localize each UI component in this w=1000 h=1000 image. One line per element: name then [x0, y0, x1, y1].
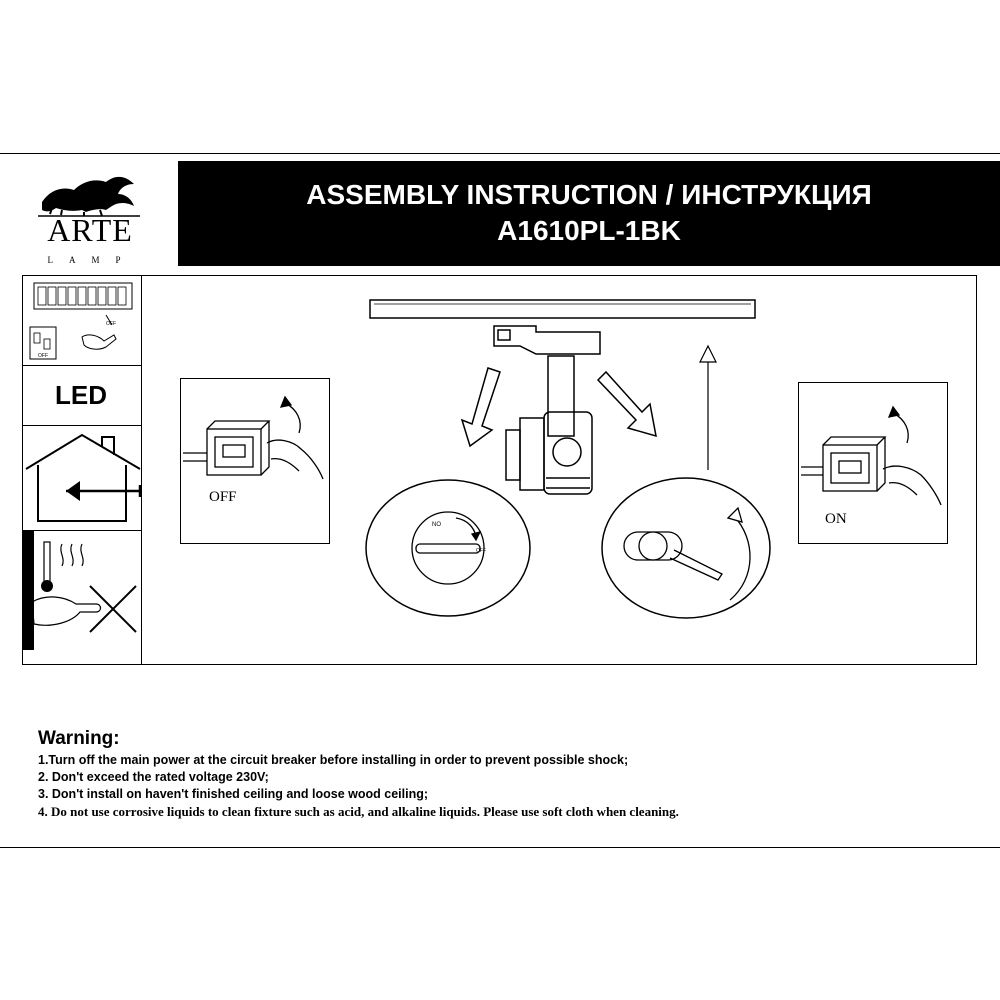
warning-item: 2. Don't exceed the rated voltage 230V;: [38, 770, 269, 784]
warning-item: 3. Don't install on haven't finished ceiling and loose wood ceiling;: [38, 787, 429, 801]
led-label: LED: [55, 380, 107, 410]
switch-on-step: [798, 382, 948, 544]
warning-item: 1.Turn off the main power at the circuit breaker before installing in order to prevent possible shock;: [38, 753, 629, 767]
page-title: ASSEMBLY INSTRUCTION / ИНСТРУКЦИЯ: [306, 179, 872, 210]
model-number: A1610PL-1BK: [497, 215, 681, 246]
detail-ellipse-right: [602, 478, 770, 618]
arrow-up-icon: [700, 346, 716, 470]
off-label: OFF: [209, 489, 237, 505]
dial-no-label: NO: [432, 522, 441, 528]
brand-name: ARTE: [47, 212, 133, 248]
breaker-off-label: OFF: [106, 321, 116, 327]
switch-off-step: [180, 378, 330, 544]
brand-sub: LAMP: [47, 255, 137, 265]
rotation-dial: [412, 512, 484, 584]
switch-on-icon: [799, 383, 947, 543]
dial-off-label: OFF: [476, 548, 486, 554]
detail-ellipse-left: [366, 480, 530, 616]
on-label: ON: [825, 511, 847, 527]
arrow-down-right-icon: [598, 372, 656, 436]
warning-title: Warning:: [38, 728, 120, 749]
track-adapter: [494, 326, 600, 436]
track-rail: [370, 300, 755, 318]
warning-item: 4. Do not use corrosive liquids to clean fixture such as acid, and alkaline liquids. Please use soft cloth when cleaning.: [38, 804, 679, 819]
arrow-down-left-icon: [462, 368, 500, 446]
warning-section: [38, 728, 798, 823]
spotlight-head: [506, 412, 592, 494]
lock-lever: [624, 508, 750, 600]
switch-off-icon: [181, 379, 329, 543]
switch-off-label: OFF: [38, 353, 48, 359]
